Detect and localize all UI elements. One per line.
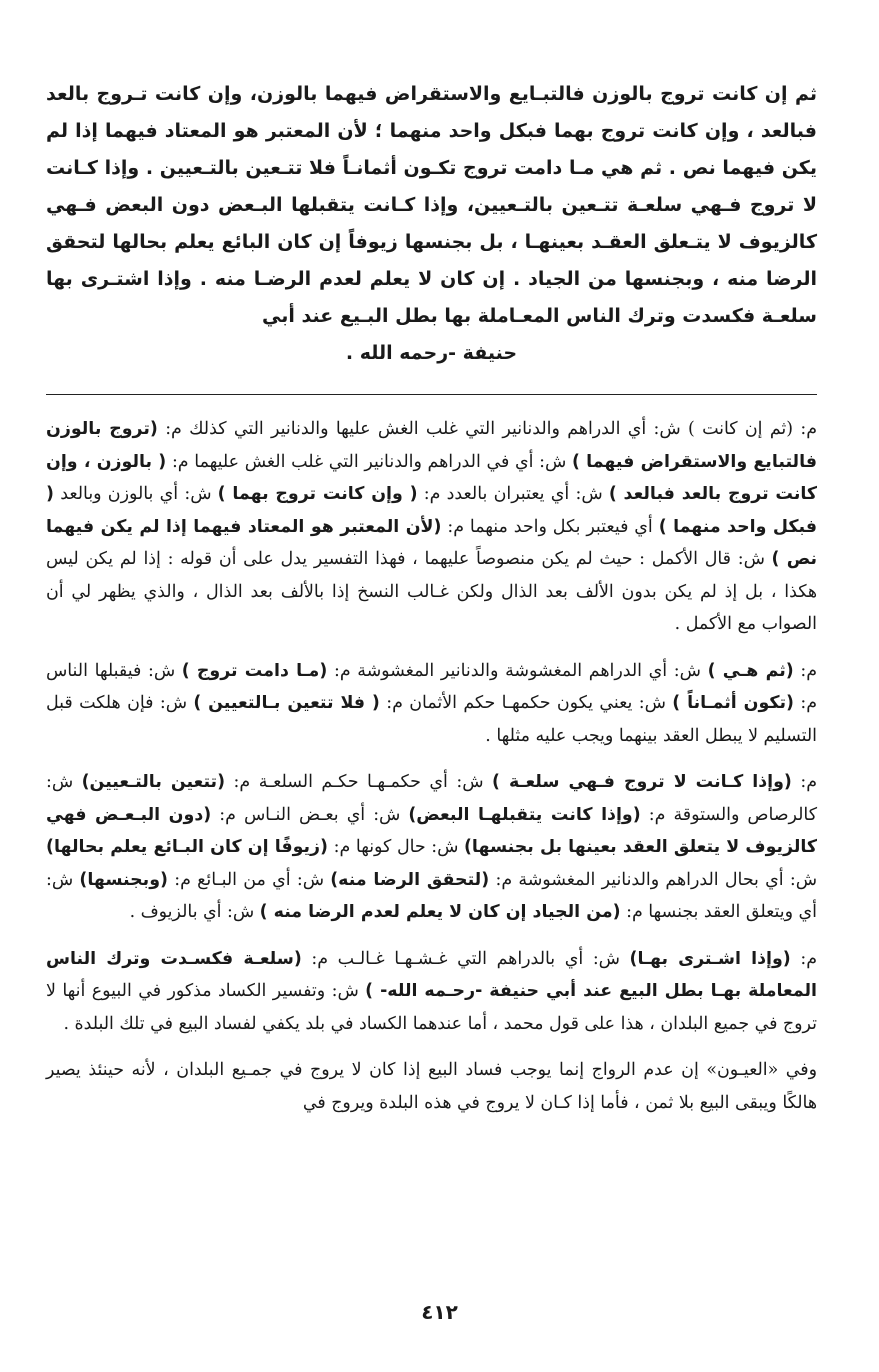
quoted-matn-text: (لأن المعتبر هو المعتاد فيهما إذا لم يكن فيهما نص ) [46,516,817,569]
quoted-matn-text: (وإذا كـانت لا تروج فـهي سلعـة ) [491,772,792,792]
quoted-matn-text: (ثم هـي ) [707,660,794,681]
commentary-paragraph: وفي «العيـون» إن عدم الرواج إنما يوجب فساد البيع إذا كان لا يروج في جمـيع البلدان ، لأنه حينئذ يصير هالكًا ويبقى البيع بلا ثمن ، فأما إذا كـان لا يروج في هذه البلدة ويروج في [46,1060,817,1113]
commentary-paragraph: م: (ثم إن كانت ) ش: أي الدراهم والدنانير التي غلب الغش عليها والدنانير التي كذلك م: (تروج بالوزن فالتبايع والاستقراض فيهما ) ش: أي في الدراهم والدنانير التي غلب الغش عليهما م: ( بالوزن ، وإن كانت تروج بالعد فبالعد ) ش: أي يعتبران بالعدد م: ( وإن كانت تروج بهما ) ش: أي بالوزن وبالعد ( فبكل واحد منهما ) أي فيعتبر بكل واحد منهما م: (لأن المعتبر هو المعتاد فيهما إذا لم يكن فيهما نص ) ش: قال الأكمل : حيث لم يكن منصوصاً عليهما ، فهذا التفسير يدل على أن قوله : إذا لم يكن ليس هكذا ، بل إذ لم يكن بدون الألف بعد الذال ولكن غـالب النسخ إذا بالألف بعد الذال ، والذي يظهر لي أن الصواب مع الأكمل . [46,419,817,634]
quoted-matn-text: (لتحقق الرضا منه) [330,869,490,890]
quoted-matn-text: ( فبكل واحد منهما ) [46,484,817,537]
quoted-matn-text: (تتعين بالتـعيين) [81,772,226,792]
page-number: ٤١٢ [421,1300,458,1324]
quoted-matn-text: (زيوفًا إن كان البـائع يعلم بحالها) [46,837,329,857]
quoted-matn-text: ( بالوزن ، وإن كانت تروج بالعد فبالعد ) [46,451,817,504]
quoted-matn-text: (من الجياد إن كان لا يعلم لعدم الرضا منه ) [259,902,621,922]
main-text-last-line: حنيفة -رحمه الله . [345,342,518,364]
commentary-paragraph: م: (ثم هـي ) ش: أي الدراهم المغشوشة والدنانير المغشوشة م: (مـا دامت تروج ) ش: فيقبلها الناس م: (تكون أثمـاناً ) ش: يعني يكون حكمهـا حكم الأثمان م: ( فلا تتعين بـالتعيين ) ش: فإن هلكت قبل التسليم لا يبطل العقد بينهما ويجب عليه مثلها . [46,660,818,746]
quoted-matn-text: (وإذا كانت يتقبلهـا البعض) [408,804,641,825]
quoted-matn-text: (وبجنسها) [79,869,168,890]
quoted-matn-text: ( وإن كانت تروج بهما ) [217,484,418,504]
quoted-matn-text: (تكون أثمـاناً ) [672,693,794,713]
commentary-paragraph: م: (وإذا اشـترى بهـا) ش: أي بالدراهم التي غـشـهـا غـالـب م: (سلعـة فكسـدت وترك الناس المعاملة بهـا بطل البيع عند أبي حنيفة -رحـمه الله- ) ش: وتفسير الكساد مذكور في البيوع أنها لا تروج في جميع البلدان ، هذا على قول محمد ، أما عندهما الكساد في بلد يكفي لفساد البيع في تلك البلدة . [46,948,818,1034]
quoted-matn-text: (دون البـعـض فهي كالزيوف لا يتعلق العقد بعينها بل بجنسها) [46,804,817,857]
quoted-matn-text: (مـا دامت تروج ) [181,660,328,681]
separator-rule [46,394,817,395]
page-body [46,76,817,1133]
quoted-matn-text: (سلعـة فكسـدت وترك الناس المعاملة بهـا بطل البيع عند أبي حنيفة -رحـمه الله- ) [46,948,817,1001]
commentary-paragraph: م: (وإذا كـانت لا تروج فـهي سلعـة ) ش: أي حكمـهـا حكـم السلعـة م: (تتعين بالتـعيين) ش: كالرصاص والستوقة م: (وإذا كانت يتقبلهـا البعض) ش: أي بعـض النـاس م: (دون البـعـض فهي كالزيوف لا يتعلق العقد بعينها بل بجنسها) ش: حال كونها م: (زيوفًا إن كان البـائع يعلم بحالها) ش: أي بحال الدراهم والدنانير المغشوشة م: (لتحقق الرضا منه) ش: أي من البـائع م: (وبجنسها) ش: أي ويتعلق العقد بجنسها م: (من الجياد إن كان لا يعلم لعدم الرضا منه ) ش: أي بالزيوف . [46,772,818,922]
main-text-paragraph: ثم إن كانت تروج بالوزن فالتبـايع والاستقراض فيهما بالوزن، وإن كانت تـروج بالعد فبالعد ، وإن كانت تروج بهما فبكل واحد منهما ؛ لأن المعتبر هو المعتاد فيهما إذا لم يكن فيهما نص . ثم هي مـا دامت تروج تكـون أثمانـاً فلا تتـعين بالتـعيين . وإذا كـانت لا تروج فـهي سلعـة تتـعين بالتـعيين، وإذا كـانت يتقبلها البـعض دون البعض فـهي كالزيوف لا يتـعلق العقـد بعينهـا ، بل بجنسها زيوفاً إن كان البائع يعلم بحالها لتحقق الرضا منه ، وبجنسها من الجياد . إن كان لا يعلم لعدم الرضـا منه . وإذا اشتـرى بها سلعـة فكسدت وترك الناس المعـاملة بها بطل البـيع عند أبي [46,83,817,327]
quoted-matn-text: (تروج بالوزن فالتبايع والاستقراض فيهما ) [46,419,817,472]
quoted-matn-text: (وإذا اشـترى بهـا) [629,948,791,969]
quoted-matn-text: ( فلا تتعين بـالتعيين ) [193,693,380,713]
